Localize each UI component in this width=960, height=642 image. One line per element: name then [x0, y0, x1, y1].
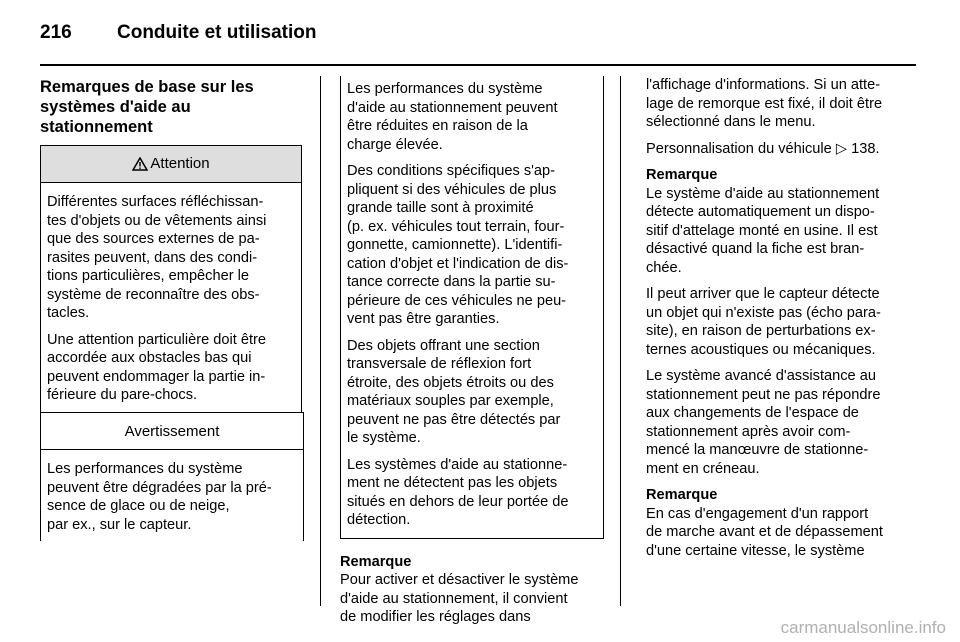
box-paragraph: Des objets offrant une section transversale de réflexion fort étroite, des objets étroits ou des matériaux souples par exemple, peuvent ne pas être détectés par le système.	[347, 337, 561, 446]
note-title: Remarque	[340, 553, 412, 570]
section-heading: Remarques de base sur les systèmes d'aide au stationnement	[40, 78, 254, 136]
note-text: Le système d'aide au stationnement détecte automatiquement un dispo- sitif d'attelage monté en usine. Il est désactivé quand la fiche est bran- chée.	[646, 185, 880, 276]
box-paragraph: Les systèmes d'aide au stationne- ment ne détectent pas les objets situés en dehors de leur portée de détection.	[347, 456, 569, 528]
column-middle	[340, 76, 602, 627]
box-paragraph: Des conditions spécifiques s'ap- pliquent si des véhicules de plus grande taille sont à proximité (p. ex. véhicules tout terrain, four- gonnette, camionnette). L'identifi- cation d'objet et l'indication de dis- tance correcte dans la partie su- périeure de ces véhicules ne peu- vent pas être garanties.	[347, 163, 569, 327]
watermark: carmanualsonline.info	[780, 618, 946, 637]
cross-reference: Personnalisation du véhicule ▷ 138.	[646, 140, 880, 157]
page-header	[40, 18, 916, 66]
note-title: Remarque	[646, 487, 718, 503]
attention-paragraph: Une attention particulière doit être accordée aux obstacles bas qui peuvent endommager la partie in- férieure du pare-chocs.	[47, 331, 267, 403]
attention-paragraph: Différentes surfaces réfléchissan- tes d'objets ou de vêtements ainsi que des sources externes de pa- rasites peuvent, dans des condi- tions particulières, empêcher le système de reconnaître des obs- tacles.	[47, 194, 267, 321]
avertissement-title: Avertissement	[124, 422, 220, 440]
page-title: Conduite et utilisation	[117, 22, 317, 43]
intro-paragraph: l'affichage d'informations. Si un atte- lage de remorque est fixé, il doit être sélectionné dans le menu.	[646, 77, 883, 130]
avertissement-box-header	[41, 413, 303, 450]
avertissement-box	[40, 412, 304, 541]
paragraph: Le système avancé d'assistance au stationnement peut ne pas répondre aux changements de l'espace de stationnement après avoir com- mencé la manœuvre de stationne- ment en créneau.	[646, 368, 881, 477]
warning-triangle-icon	[132, 157, 148, 171]
page-reference-arrow-icon: ▷	[835, 140, 848, 157]
note-text: En cas d'engagement d'un rapport de marche avant et de dépassement d'une certaine vitesse, le système	[646, 505, 883, 559]
attention-title: Attention	[150, 154, 210, 172]
attention-box	[40, 145, 302, 420]
attention-box-header	[41, 146, 301, 183]
note-title: Remarque	[646, 167, 718, 183]
avertissement-body: Les performances du système peuvent être dégradées par la pré- sence de glace ou de neige, par ex., sur le capteur.	[47, 461, 272, 533]
box-paragraph: Les performances du système d'aide au stationnement peuvent être réduites en raison de la charge élevée.	[347, 81, 558, 153]
column-divider	[620, 76, 621, 606]
column-divider	[320, 76, 321, 606]
page-reference[interactable]: 138.	[851, 140, 880, 157]
column-right	[646, 76, 906, 560]
page-number: 216	[40, 22, 72, 43]
paragraph: Il peut arriver que le capteur détecte un objet qui n'existe pas (écho para- site), en raison de perturbations ex- ternes acoustiques ou mécaniques.	[646, 286, 881, 358]
note-text: Pour activer et désactiver le système d'aide au stationnement, il convient de modifier les réglages dans	[340, 572, 579, 625]
attention-box-continued	[340, 76, 604, 539]
column-left	[40, 77, 302, 420]
attention-body	[41, 183, 301, 419]
